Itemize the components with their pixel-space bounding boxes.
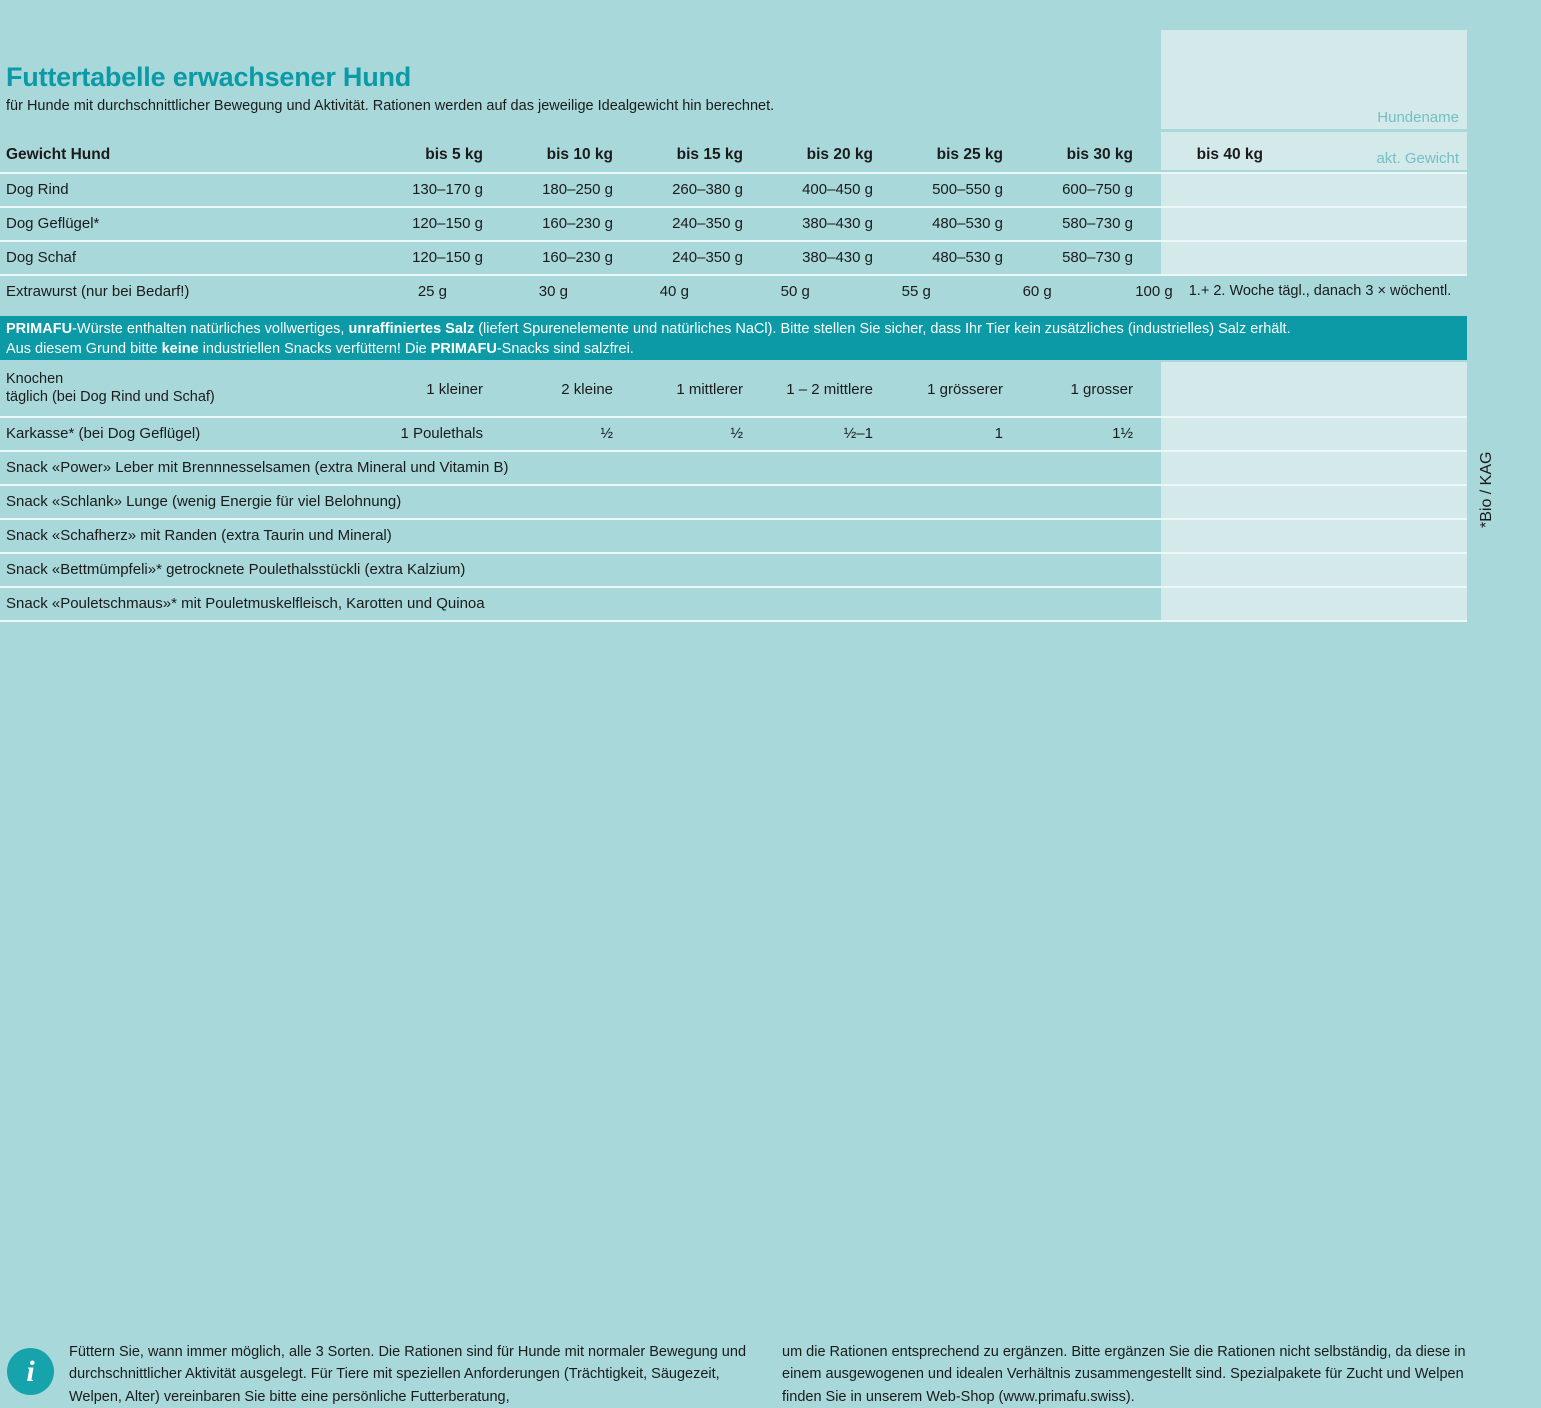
row-separator	[0, 274, 1467, 276]
banner-text: -Snacks sind salzfrei.	[496, 340, 634, 357]
table-cell: 480–530 g	[932, 214, 1003, 232]
row-label-line2: täglich (bei Dog Rind und Schaf)	[6, 389, 215, 405]
current-weight-placeholder: akt. Gewicht	[1376, 150, 1459, 167]
table-row	[0, 362, 1467, 416]
banner-brand: PRIMAFU	[6, 321, 73, 337]
row-label: Extrawurst (nur bei Bedarf!)	[6, 282, 190, 300]
table-row	[0, 586, 1467, 620]
row-label: Dog Geflügel*	[6, 214, 100, 232]
column-header: bis 10 kg	[546, 146, 613, 163]
table-cell: 500–550 g	[932, 180, 1003, 198]
table-cell: ½	[730, 424, 743, 442]
bio-kag-note: *Bio / KAG	[1478, 451, 1495, 528]
table-cell: 1 Poulethals	[400, 424, 483, 442]
snack-label: Snack «Pouletschmaus»* mit Pouletmuskelfleisch, Karotten und Quinoa	[6, 594, 485, 612]
table-row	[0, 416, 1467, 450]
row-separator	[0, 620, 1467, 622]
banner-emphasis: keine	[161, 340, 199, 357]
banner-text: -Würste enthalten natürliches vollwertiges,	[72, 321, 349, 337]
writein-panel[interactable]	[1161, 486, 1467, 518]
dog-name-placeholder: Hundename	[1377, 109, 1459, 126]
table-cell: 1 grosser	[1070, 380, 1133, 398]
table-cell: 260–380 g	[672, 180, 743, 198]
table-cell: 160–230 g	[542, 248, 613, 266]
table-cell: 2 kleine	[561, 380, 613, 398]
page-title: Futtertabelle erwachsener Hund	[6, 62, 412, 92]
table-cell: 160–230 g	[542, 214, 613, 232]
writein-panel[interactable]	[1161, 418, 1467, 450]
bones-snacks-table	[0, 362, 1467, 622]
writein-panel[interactable]	[1161, 242, 1467, 274]
table-cell: 1½	[1112, 424, 1133, 442]
banner-line-1	[6, 320, 1461, 340]
row-label: Dog Schaf	[6, 248, 77, 266]
table-cell: 55 g	[901, 282, 931, 300]
banner-brand: PRIMAFU	[430, 340, 497, 357]
table-cell: 60 g	[1022, 282, 1052, 300]
table-cell: 240–350 g	[672, 248, 743, 266]
column-header: bis 15 kg	[676, 146, 743, 163]
table-cell: 50 g	[780, 282, 810, 300]
table-cell: 1 mittlerer	[676, 380, 743, 398]
writein-panel[interactable]	[1161, 208, 1467, 240]
footer-text-right: um die Rationen entsprechend zu ergänzen. Bitte ergänzen Sie die Rationen nicht selbständig, da diese in einem ausgewogenen und idealen Verhältnis zusammengestellt sind. Spezialpakete für Zucht und Welpen finden Sie in unserem Web-Shop (www.primafu.swiss).	[782, 1344, 1466, 1405]
table-row	[0, 240, 1467, 274]
table-cell: 30 g	[538, 282, 568, 300]
table-cell: 1 grösserer	[927, 380, 1003, 398]
writein-panel[interactable]	[1161, 588, 1467, 620]
row-label: Karkasse* (bei Dog Geflügel)	[6, 424, 201, 442]
table-row	[0, 484, 1467, 518]
extrawurst-note: 1.+ 2. Woche tägl., danach 3 × wöchentl.	[1188, 283, 1452, 299]
table-cell: ½–1	[843, 424, 873, 442]
column-header: bis 40 kg	[1196, 146, 1263, 163]
table-cell: 1	[994, 424, 1003, 442]
table-row	[0, 206, 1467, 240]
table-cell: 120–150 g	[412, 214, 483, 232]
row-label	[0, 371, 363, 406]
table-cell: 600–750 g	[1062, 180, 1133, 198]
row-label: Dog Rind	[6, 180, 69, 198]
info-icon: i	[7, 1348, 54, 1395]
table-cell: 180–250 g	[542, 180, 613, 198]
column-header: bis 30 kg	[1066, 146, 1133, 163]
feeding-table	[0, 138, 1467, 308]
writein-panel[interactable]	[1161, 362, 1467, 416]
table-cell: 130–170 g	[412, 180, 483, 198]
table-cell: 100 g	[1135, 282, 1173, 300]
table-cell: 240–350 g	[672, 214, 743, 232]
table-cell: ½	[600, 424, 613, 442]
writein-panel[interactable]	[1161, 174, 1467, 206]
banner-line-2	[6, 340, 1461, 360]
column-header: bis 20 kg	[806, 146, 873, 163]
banner-text: Aus diesem Grund bitte	[6, 340, 162, 357]
page-subtitle: für Hunde mit durchschnittlicher Bewegung und Aktivität. Rationen werden auf das jeweilige Idealgewicht hin berechnet.	[6, 98, 775, 114]
footer	[0, 668, 1541, 1405]
table-cell: 400–450 g	[802, 180, 873, 198]
table-row	[0, 518, 1467, 552]
snack-label: Snack «Schlank» Lunge (wenig Energie für viel Belohnung)	[6, 492, 402, 510]
snack-label: Snack «Power» Leber mit Brennnesselsamen (extra Mineral und Vitamin B)	[6, 458, 509, 476]
writein-panel[interactable]	[1161, 554, 1467, 586]
table-cell: 380–430 g	[802, 214, 873, 232]
table-row	[0, 274, 1467, 308]
writein-panel[interactable]	[1161, 452, 1467, 484]
snack-label: Snack «Schafherz» mit Randen (extra Taurin und Mineral)	[6, 526, 392, 544]
banner-emphasis: unraffiniertes Salz	[348, 321, 475, 337]
table-row	[0, 172, 1467, 206]
snack-label: Snack «Bettmümpfeli»* getrocknete Poulethalsstückli (extra Kalzium)	[6, 560, 466, 578]
table-header-row	[0, 138, 1467, 172]
table-cell: 580–730 g	[1062, 214, 1133, 232]
column-header: Gewicht Hund	[6, 146, 111, 163]
table-cell: 380–430 g	[802, 248, 873, 266]
table-cell: 480–530 g	[932, 248, 1003, 266]
dog-name-field[interactable]	[1161, 30, 1467, 129]
row-label-line1: Knochen	[6, 371, 64, 388]
table-cell: 40 g	[659, 282, 689, 300]
salt-info-banner	[0, 316, 1467, 360]
table-cell: 1 – 2 mittlere	[786, 380, 873, 398]
table-cell: 25 g	[417, 282, 448, 300]
footer-text-left: Füttern Sie, wann immer möglich, alle 3 Sorten. Die Rationen sind für Hunde mit normaler Bewegung und durchschnittlicher Aktivität ausgelegt. Für Tiere mit speziellen Anforderungen (Trächtigkeit, Säugezeit, Welpen, Alter) vereinbaren Sie bitte eine persönliche Futterberatung,	[69, 1344, 747, 1405]
column-header: bis 5 kg	[425, 146, 483, 163]
table-cell: 580–730 g	[1062, 248, 1133, 266]
table-cell: 120–150 g	[412, 248, 483, 266]
column-header: bis 25 kg	[936, 146, 1003, 163]
table-row	[0, 552, 1467, 586]
table-cell: 1 kleiner	[426, 380, 483, 398]
banner-text: industriellen Snacks verfüttern! Die	[198, 340, 431, 357]
table-bottom-rule	[0, 620, 1467, 622]
writein-panel[interactable]	[1161, 520, 1467, 552]
table-row	[0, 450, 1467, 484]
banner-text: (liefert Spurenelemente und natürliches NaCl). Bitte stellen Sie sicher, dass Ihr Tier kein zusätzliches (industrielles) Salz erhält.	[474, 321, 1291, 337]
